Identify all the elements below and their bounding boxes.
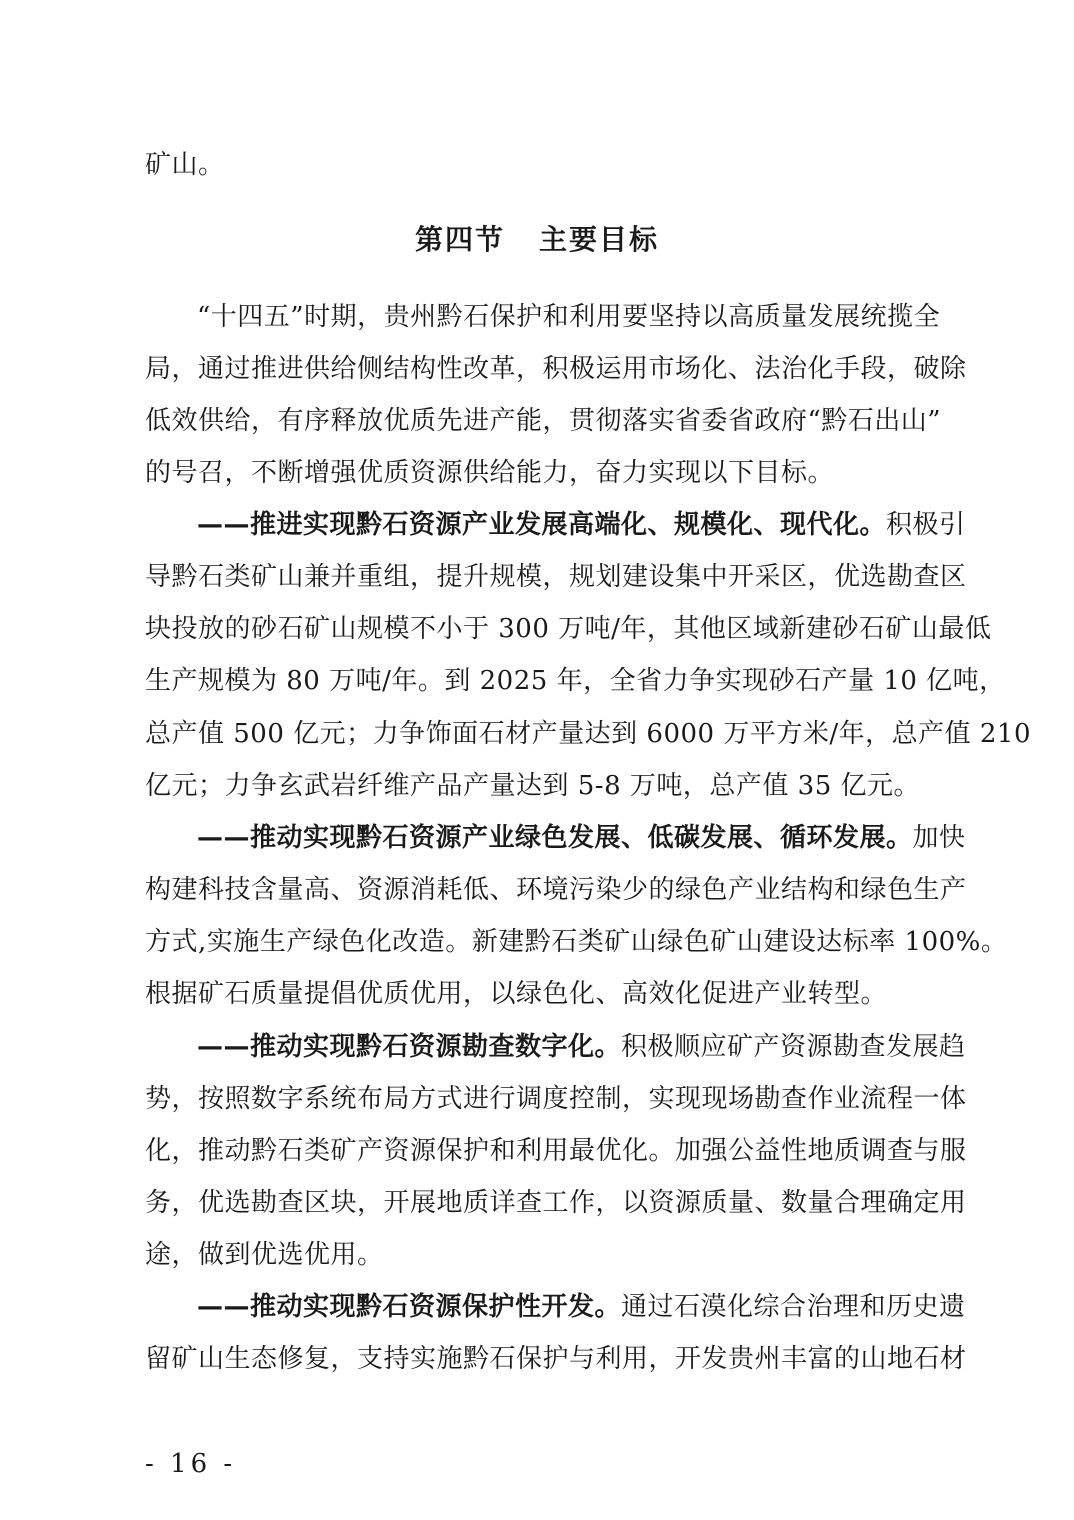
goal2-heading: ——推动实现黔石资源产业绿色发展、低碳发展、循环发展。 [197,823,913,853]
goal4-first-line [197,1289,966,1325]
carry-over-line: 矿山。 [145,150,225,180]
goal3-heading: ——推动实现黔石资源勘查数字化。 [197,1032,622,1062]
goal4-line-2: 留矿山生态修复，支持实施黔石保护与利用，开发贵州丰富的山地石材 [145,1344,967,1374]
goal3-first-line [197,1029,966,1065]
goal1-line-4: 生产规模为 80 万吨/年。到 2025 年，全省力争实现砂石产量 10 亿吨， [145,666,1006,696]
intro-line-4: 的号召，不断增强优质资源供给能力，奋力实现以下目标。 [145,458,835,488]
page-number: - 16 - [145,1449,237,1479]
section-heading [0,220,1074,260]
goal3-line-2: 势，按照数字系统布局方式进行调度控制，实现现场勘查作业流程一体 [145,1084,967,1114]
goal1-line-2: 导黔石类矿山兼并重组，提升规模，规划建设集中开采区，优选勘查区 [145,562,967,592]
goal3-line-5: 途，做到优选优用。 [145,1240,384,1270]
intro-line-2: 局，通过推进供给侧结构性改革，积极运用市场化、法治化手段，破除 [145,354,967,384]
intro-line-1: “十四五”时期，贵州黔石保护和利用要坚持以高质量发展统揽全 [197,302,941,332]
intro-line-3: 低效供给，有序释放优质先进产能，贯彻落实省委省政府“黔石出山” [145,406,942,436]
goal4-first-rest: 通过石漠化综合治理和历史遗 [621,1292,966,1322]
goal3-line-3: 化，推动黔石类矿产资源保护和利用最优化。加强公益性地质调查与服 [145,1136,967,1166]
goal3-line-4: 务，优选勘查区块，开展地质详查工作，以资源质量、数量合理确定用 [145,1188,967,1218]
section-number: 第四节 [414,223,505,256]
goal1-heading: ——推进实现黔石资源产业发展高端化、规模化、现代化。 [197,510,887,540]
goal2-line-3: 方式,实施生产绿色化改造。新建黔石类矿山绿色矿山建设达标率 100%。 [145,927,1008,957]
goal1-line-5: 总产值 500 亿元；力争饰面石材产量达到 6000 万平方米/年，总产值 210 [145,719,1032,749]
section-title: 主要目标 [539,223,660,256]
goal4-heading: ——推动实现黔石资源保护性开发。 [197,1292,622,1322]
goal2-line-4: 根据矿石质量提倡优质优用，以绿色化、高效化促进产业转型。 [145,979,888,1009]
goal1-first-rest: 积极引 [886,510,966,540]
goal1-line-3: 块投放的砂石矿山规模不小于 300 万吨/年，其他区域新建砂石矿山最低 [145,614,992,644]
goal2-first-rest: 加快 [912,823,966,853]
goal3-first-rest: 积极顺应矿产资源勘查发展趋 [621,1032,966,1062]
goal1-first-line [197,507,966,543]
goal1-line-6: 亿元；力争玄武岩纤维产品产量达到 5-8 万吨，总产值 35 亿元。 [145,771,921,801]
goal2-first-line [197,820,966,856]
goal2-line-2: 构建科技含量高、资源消耗低、环境污染少的绿色产业结构和绿色生产 [145,875,967,905]
